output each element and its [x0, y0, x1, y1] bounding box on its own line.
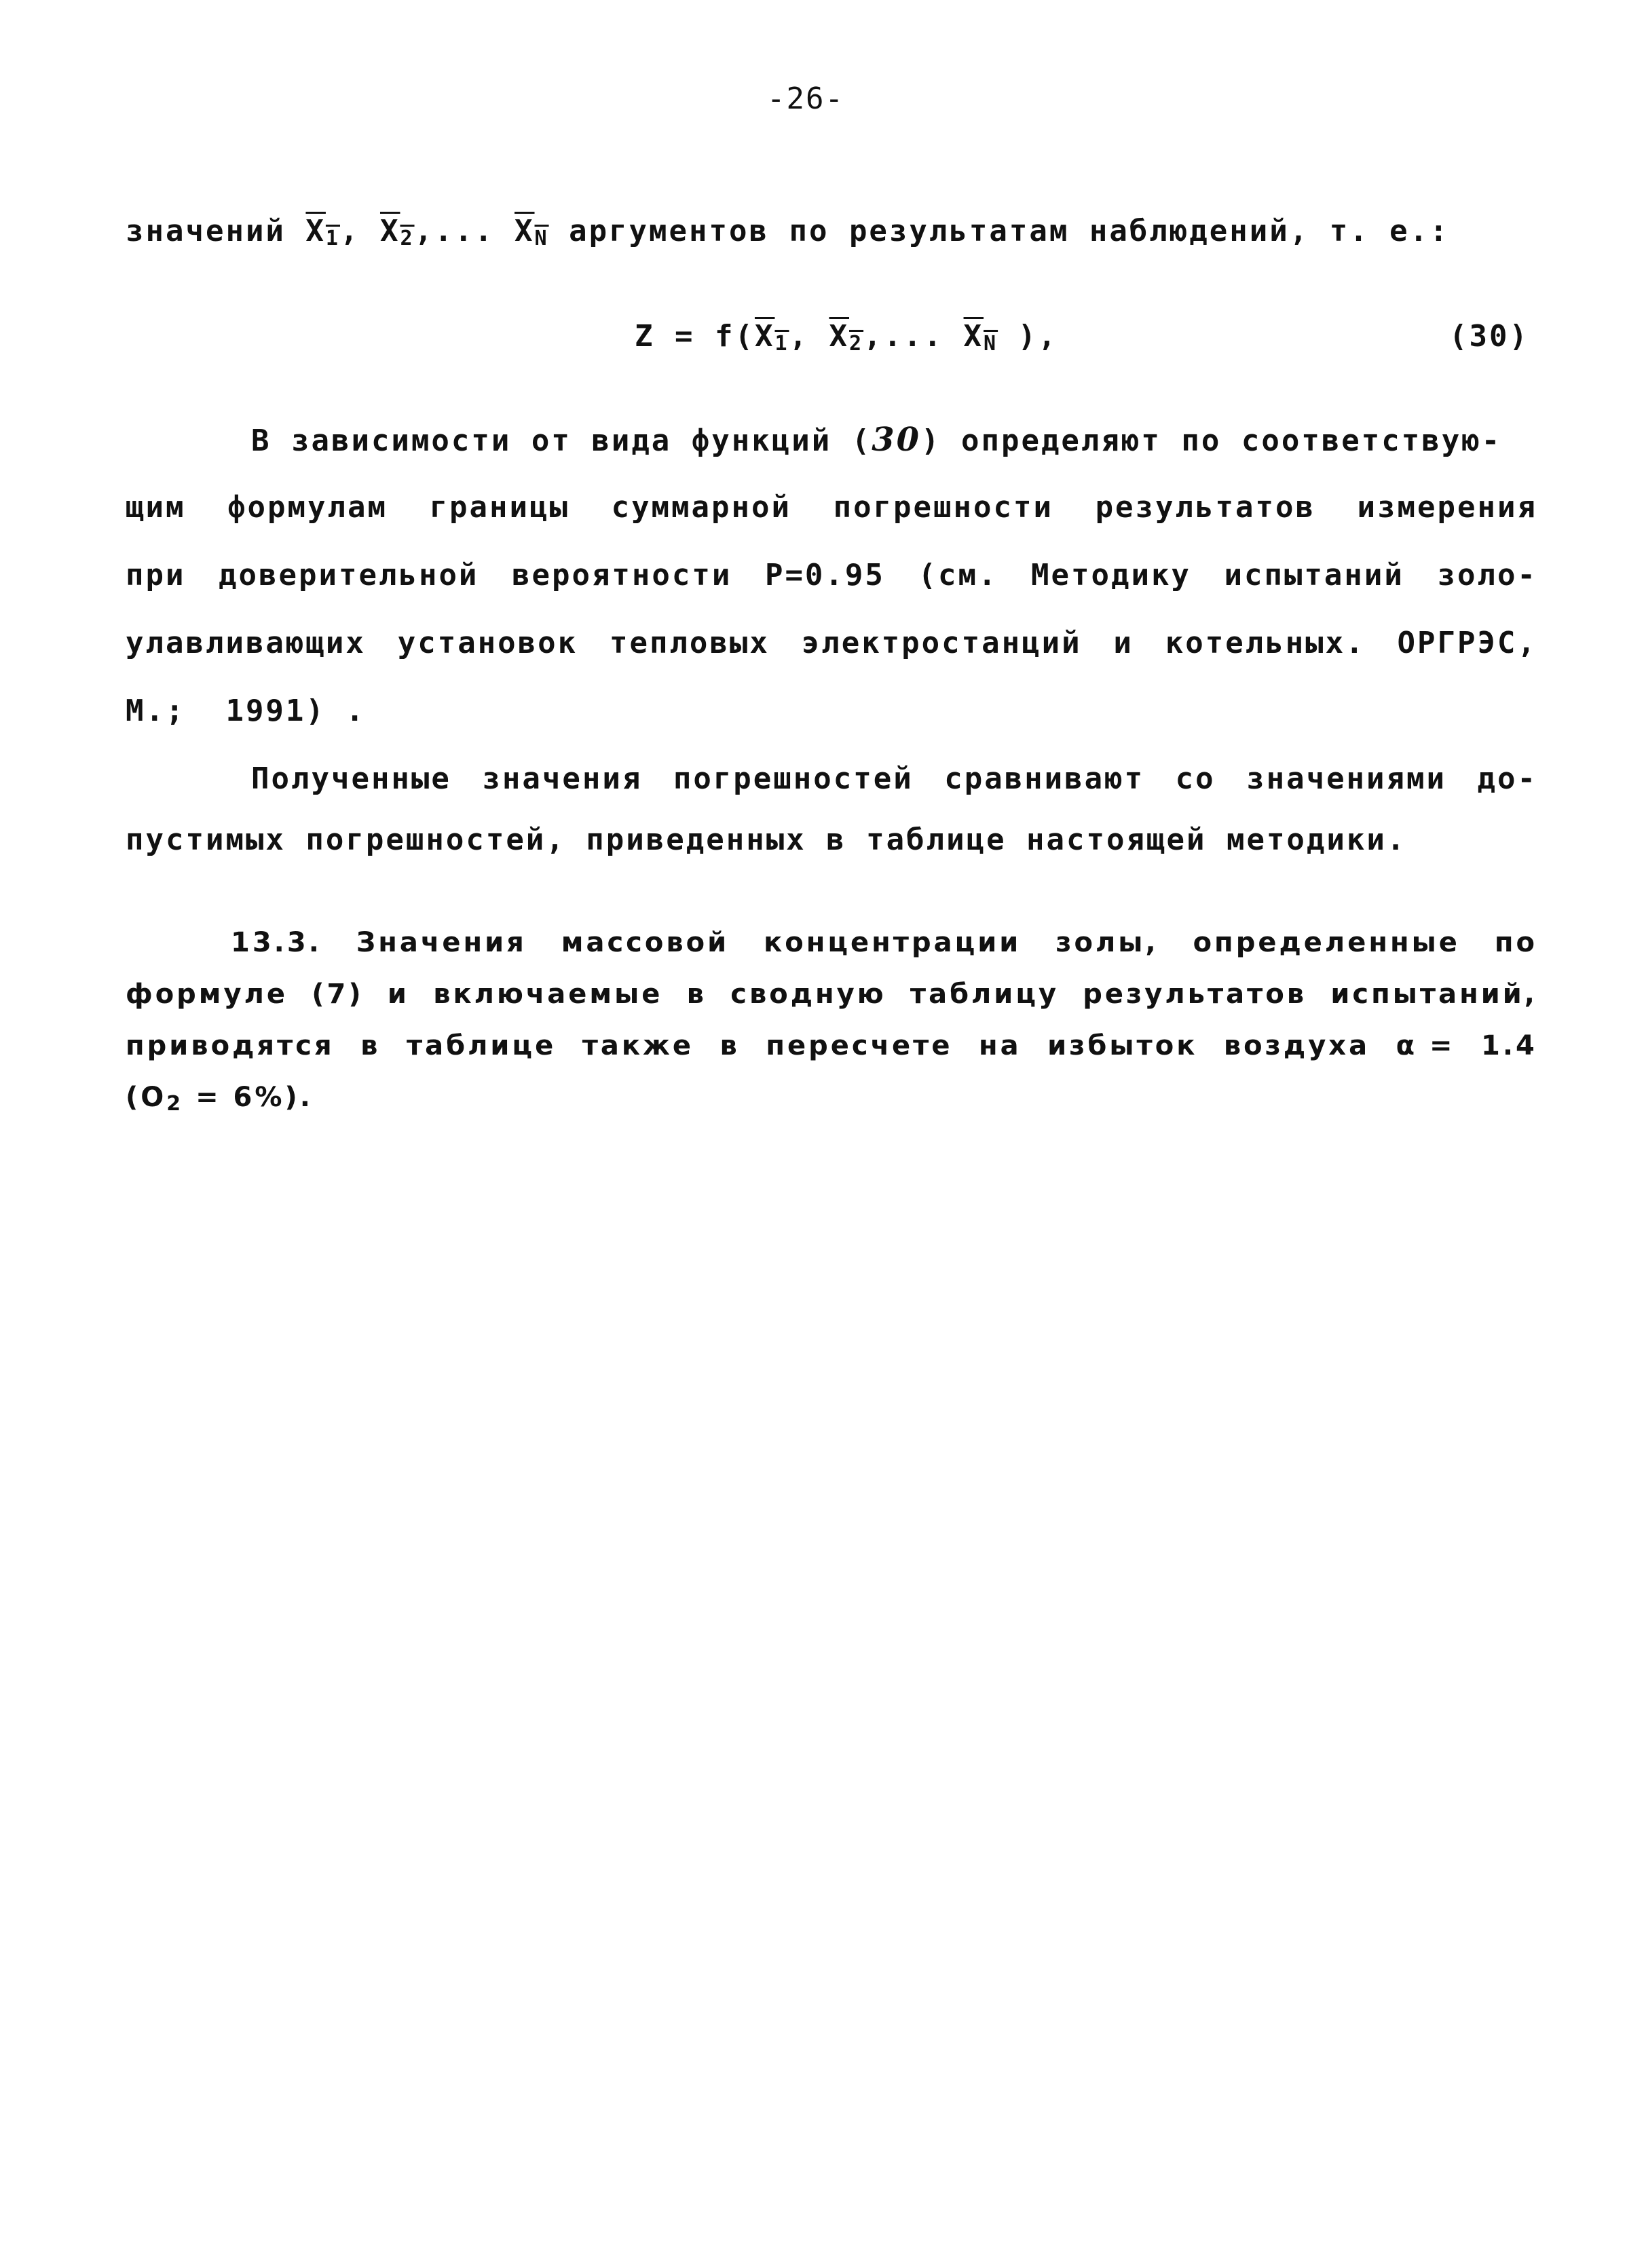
word: концентрации — [764, 927, 1022, 958]
word: значениями — [1246, 761, 1447, 796]
para1-line1-post: ) определяют по соответствую- — [921, 423, 1502, 458]
word: P=0.95 — [764, 558, 885, 592]
para1-line1-pre: В зависимости от вида функций ( — [251, 423, 872, 458]
para2-line1 — [251, 761, 1537, 796]
word: (7) — [312, 979, 364, 1010]
word: формулам — [227, 490, 388, 525]
formula-number: (30) — [1449, 319, 1529, 354]
word: испытаний — [1224, 558, 1404, 592]
intro-line — [126, 214, 1450, 250]
word: Значения — [356, 927, 527, 958]
word: результатов — [1095, 490, 1315, 525]
para1-line4 — [126, 626, 1537, 660]
word: и — [387, 979, 409, 1010]
para1-line2 — [126, 490, 1537, 525]
page-number: -26- — [767, 81, 844, 116]
word: в — [719, 1030, 740, 1061]
formula-x1 — [755, 319, 789, 354]
sec133-line4-sub: 2 — [166, 1092, 184, 1116]
formula-xn-sub: N — [984, 332, 998, 356]
formula — [635, 319, 1058, 356]
formula-x1-sub: 1 — [774, 332, 789, 356]
var-x1 — [305, 214, 340, 248]
word: электростанций — [801, 626, 1082, 660]
para1-line3 — [126, 558, 1537, 592]
var-x1-letter: X — [305, 214, 326, 248]
word: значения — [482, 761, 643, 796]
word: щим — [126, 490, 186, 525]
word: ОРГРЭС, — [1397, 626, 1537, 660]
para1-line5: М.; 1991) . — [126, 694, 366, 728]
word: (см. — [918, 558, 998, 592]
para2-line2: пустимых погрешностей, приведенных в таблице настоящей методики. — [126, 823, 1407, 857]
sec133-line4 — [126, 1082, 313, 1116]
formula-sep2: ,... — [863, 319, 944, 354]
sec133-line4-pre: (O — [126, 1082, 167, 1113]
word: доверительной — [219, 558, 479, 592]
word: до- — [1477, 761, 1537, 796]
word: установок — [397, 626, 578, 660]
intro-sep1: , — [339, 214, 360, 248]
word: избыток — [1047, 1030, 1198, 1061]
var-x2-letter: X — [379, 214, 400, 248]
var-xn-letter: X — [515, 214, 535, 248]
word: золо- — [1437, 558, 1537, 592]
word: погрешностей — [673, 761, 914, 796]
word: результатов — [1083, 979, 1307, 1010]
intro-suffix: аргументов по результатам наблюдений, т. е.: — [569, 214, 1450, 248]
word: суммарной — [611, 490, 791, 525]
word: и — [1113, 626, 1134, 660]
word: по — [1494, 927, 1537, 958]
word: массовой — [561, 927, 730, 958]
word: на — [979, 1030, 1022, 1061]
word: воздуха — [1223, 1030, 1370, 1061]
word: Полученные — [251, 761, 451, 796]
var-x2-sub: 2 — [400, 227, 415, 250]
word: 1.4 — [1481, 1030, 1537, 1061]
word: таблицу — [910, 979, 1060, 1010]
intro-sep2: ,... — [414, 214, 495, 248]
sec133-line3 — [126, 1030, 1537, 1061]
var-x1-sub: 1 — [325, 227, 340, 250]
sec133-line1 — [231, 927, 1537, 958]
word: котельных. — [1165, 626, 1366, 660]
word: улавливающих — [126, 626, 366, 660]
word: со — [1175, 761, 1216, 796]
intro-prefix: значений — [126, 214, 286, 248]
word: испытаний, — [1330, 979, 1537, 1010]
word: сравнивают — [944, 761, 1145, 796]
formula-lhs: Z = f( — [635, 319, 755, 354]
formula-x2-sub: 2 — [849, 332, 864, 356]
word: границы — [429, 490, 569, 525]
word: в — [360, 1030, 381, 1061]
formula-x2 — [829, 319, 864, 354]
word: погрешности — [833, 490, 1053, 525]
formula-sep1: , — [789, 319, 810, 354]
formula-rhs: ), — [998, 319, 1058, 354]
formula-x1-letter: X — [754, 319, 775, 354]
word: таблице — [407, 1030, 557, 1061]
word: формуле — [126, 979, 288, 1010]
word: Методику — [1031, 558, 1191, 592]
word: определенные — [1193, 927, 1460, 958]
sec133-line2 — [126, 979, 1537, 1010]
word: включаемые — [433, 979, 663, 1010]
word: приводятся — [126, 1030, 335, 1061]
word: сводную — [730, 979, 886, 1010]
word: также — [582, 1030, 694, 1061]
var-xn — [515, 214, 549, 248]
para1-line1 — [251, 421, 1501, 459]
formula-xn-letter: X — [963, 319, 984, 354]
word: тепловых — [609, 626, 770, 660]
var-xn-sub: N — [534, 227, 549, 250]
word: 13.3. — [231, 927, 322, 958]
word: в — [686, 979, 707, 1010]
formula-x2-letter: X — [829, 319, 850, 354]
word: измерения — [1357, 490, 1537, 525]
sec133-line4-post: = 6%). — [183, 1082, 313, 1113]
word: вероятности — [511, 558, 732, 592]
word: пересчете — [766, 1030, 953, 1061]
word: при — [126, 558, 186, 592]
word: α = — [1396, 1030, 1455, 1061]
var-x2 — [380, 214, 415, 248]
para1-ref-30: 30 — [872, 421, 921, 459]
word: золы, — [1055, 927, 1159, 958]
formula-xn — [964, 319, 998, 354]
